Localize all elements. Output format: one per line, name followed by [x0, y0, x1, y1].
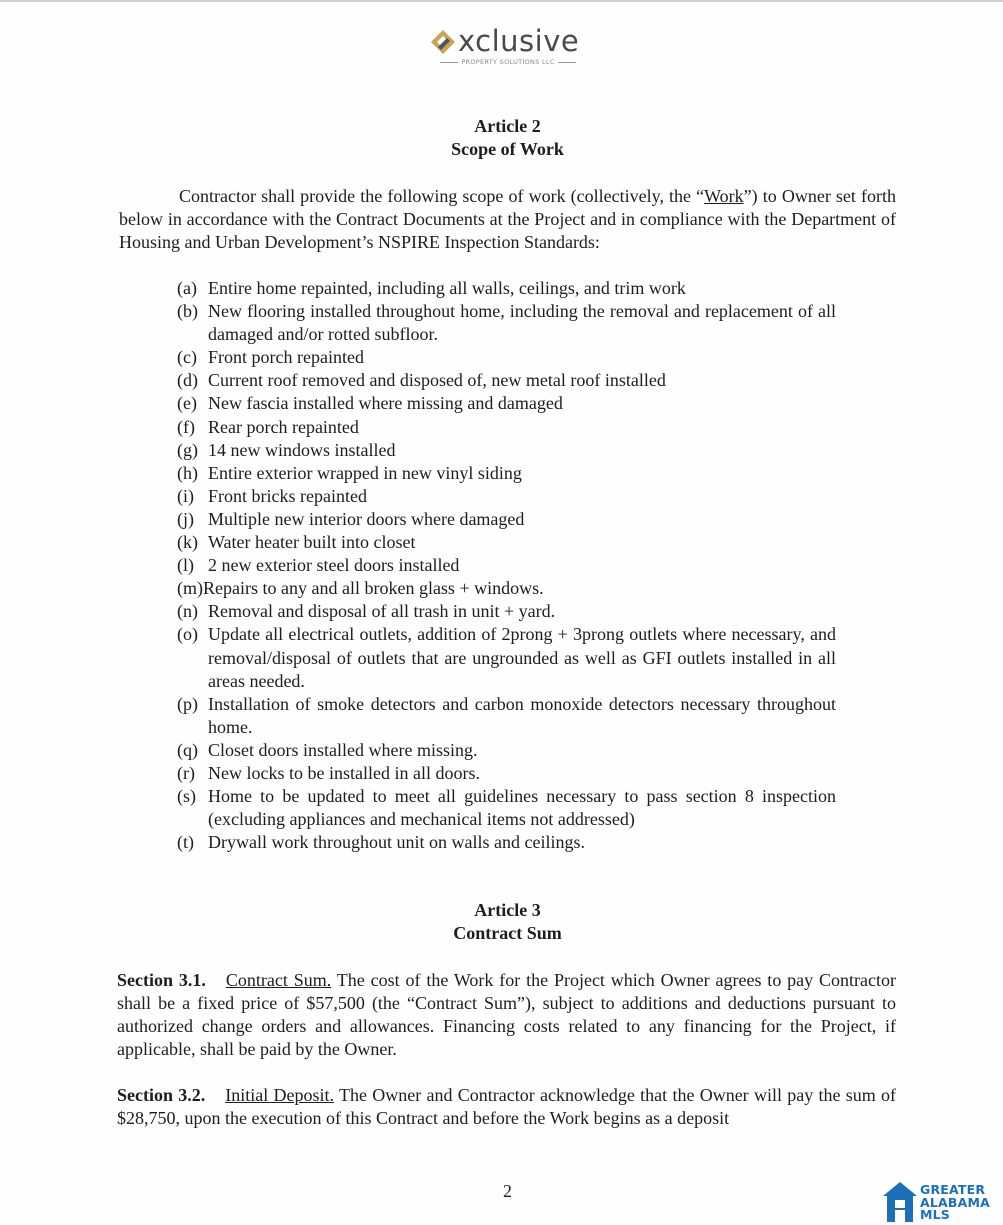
list-item-label: (g)	[177, 439, 198, 460]
list-item	[177, 554, 836, 577]
list-item	[177, 300, 836, 346]
scope-intro-paragraph	[119, 185, 896, 254]
list-item-text: Front porch repainted	[208, 347, 364, 368]
article-3-heading	[0, 899, 1003, 945]
list-item-label: (b)	[177, 301, 198, 322]
list-item-label: (l)	[177, 555, 194, 576]
page-top-border	[0, 0, 1003, 2]
list-item-label: (h)	[177, 462, 198, 483]
mls-watermark-text	[920, 1184, 990, 1222]
list-item-label: (c)	[177, 347, 197, 368]
list-item	[177, 693, 836, 739]
article-2-heading	[0, 115, 1003, 161]
list-item-text: Entire home repainted, including all walls, ceilings, and trim work	[208, 278, 686, 298]
list-item-text: Rear porch repainted	[208, 416, 359, 437]
list-item	[177, 577, 836, 600]
list-item-text: Water heater built into closet	[208, 532, 416, 553]
company-logo	[428, 22, 588, 68]
list-item-text: Multiple new interior doors where damaged	[208, 508, 525, 529]
list-item-label: (p)	[177, 693, 198, 714]
list-item	[177, 416, 836, 439]
list-item-text: New locks to be installed in all doors.	[208, 762, 480, 783]
list-item	[177, 831, 836, 854]
page-number: 2	[503, 1181, 512, 1201]
list-item-text: Home to be updated to meet all guidelines necessary to pass section 8 inspection (excluding appliances and mechanical items not addressed)	[208, 786, 836, 830]
article-3-title: Article 3	[474, 900, 541, 920]
list-item	[177, 623, 836, 692]
list-item-label: (s)	[177, 786, 196, 807]
scope-of-work-list	[177, 277, 836, 854]
list-item-text: Installation of smoke detectors and carbon monoxide detectors necessary throughout home.	[208, 693, 836, 737]
list-item-label: (o)	[177, 624, 198, 645]
list-item-text: Front bricks repainted	[208, 485, 367, 506]
list-item	[177, 508, 836, 531]
section-3-2-paragraph	[117, 1084, 896, 1130]
intro-text-part2: ”) to Owner set forth below in accordance with the Contract Documents at the Project and in compliance with the Department of Housing and Urban Development’s NSPIRE Inspection Standards:	[119, 186, 896, 252]
list-item	[177, 462, 836, 485]
list-item	[177, 485, 836, 508]
mls-text-line1: GREATER	[920, 1182, 986, 1197]
section-3-1-paragraph	[117, 969, 896, 1061]
list-item-label: (m)	[177, 578, 203, 599]
logo-text: xclusive	[458, 24, 580, 58]
list-item	[177, 392, 836, 415]
article-2-title: Article 2	[474, 116, 541, 136]
article-3-subtitle: Contract Sum	[453, 923, 562, 943]
list-item-text: Repairs to any and all broken glass + windows.	[203, 578, 544, 599]
list-item-text: 14 new windows installed	[208, 439, 396, 460]
list-item-text: Removal and disposal of all trash in unit + yard.	[208, 601, 556, 622]
section-3-2-text: The Owner and Contractor acknowledge that the Owner will pay the sum of $28,750, upon the execution of this Contract and before the Work begins as a deposit	[117, 1085, 896, 1128]
list-item-label: (e)	[177, 393, 197, 414]
list-item-label: (n)	[177, 601, 198, 622]
mls-text-line2: ALABAMA	[920, 1194, 991, 1210]
list-item	[177, 369, 836, 392]
list-item-text: Drywall work throughout unit on walls and ceilings.	[208, 832, 585, 853]
section-3-1-text: The cost of the Work for the Project which Owner agrees to pay Contractor shall be a fixed price of $57,500 (the “Contract Sum”), subject to additions and deductions pursuant to authorized change orders and allowances. Financing costs related to any financing for the Project, if applicable, shall be paid by the Owner.	[117, 970, 896, 1059]
section-3-2-heading: Initial Deposit.	[225, 1085, 335, 1105]
list-item-text: Update all electrical outlets, addition of 2prong + 3prong outlets where necessary, and removal/disposal of outlets that are ungrounded as well as GFI outlets installed in all areas needed.	[208, 624, 836, 691]
list-item-text: Current roof removed and disposed of, new metal roof installed	[208, 370, 666, 391]
list-item-label: (f)	[177, 416, 195, 437]
list-item-label: (i)	[177, 485, 194, 506]
section-3-1-label: Section 3.1.	[117, 970, 206, 990]
list-item	[177, 600, 836, 623]
list-item-text: New fascia installed where missing and damaged	[208, 393, 563, 414]
article-2-subtitle: Scope of Work	[451, 139, 564, 159]
list-item-label: (d)	[177, 370, 198, 391]
list-item	[177, 439, 836, 462]
logo-diamond-icon	[428, 28, 458, 58]
list-item-text: 2 new exterior steel doors installed	[208, 555, 460, 576]
list-item	[177, 277, 836, 300]
intro-text-part1: Contractor shall provide the following scope of work (collectively, the “	[179, 186, 705, 206]
list-item-label: (j)	[177, 508, 194, 529]
mls-watermark-logo	[882, 1180, 1000, 1224]
list-item	[177, 346, 836, 369]
logo-subtitle: PROPERTY SOLUTIONS LLC	[432, 58, 584, 66]
list-item-label: (r)	[177, 762, 195, 783]
list-item	[177, 531, 836, 554]
mls-text-line3: MLS	[920, 1207, 951, 1222]
list-item-text: Closet doors installed where missing.	[208, 739, 478, 760]
list-item-label: (k)	[177, 532, 198, 553]
list-item	[177, 762, 836, 785]
intro-work-term: Work	[704, 186, 744, 206]
house-icon	[882, 1180, 918, 1224]
list-item	[177, 739, 836, 762]
section-3-2-label: Section 3.2.	[117, 1085, 206, 1105]
section-3-1-heading: Contract Sum.	[225, 970, 332, 990]
list-item-text: New flooring installed throughout home, including the removal and replacement of all damaged and/or rotted subfloor.	[208, 301, 836, 345]
list-item-label: (a)	[177, 278, 197, 298]
list-item	[177, 785, 836, 831]
list-item-label: (t)	[177, 832, 194, 853]
list-item-label: (q)	[177, 739, 198, 760]
list-item-text: Entire exterior wrapped in new vinyl siding	[208, 462, 522, 483]
